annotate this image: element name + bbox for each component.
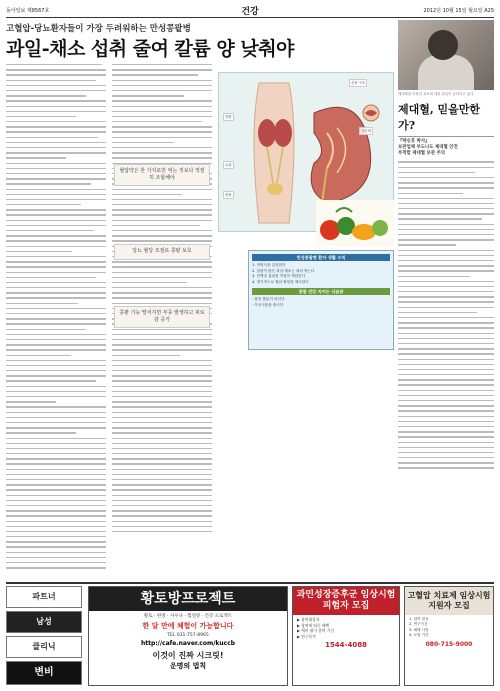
- masthead: 동아일보 제8567호: [6, 8, 50, 14]
- pull-quote-3: 콩팥 기능 떨어지면 부종 발생하고 피로감 증가: [114, 306, 210, 328]
- label-kidney: 콩팥: [225, 115, 232, 119]
- small-ad-4[interactable]: [6, 661, 82, 685]
- ad-hwangto[interactable]: [88, 586, 288, 686]
- photo-figure-body: [418, 55, 474, 90]
- label-ureter: 요관: [225, 163, 232, 167]
- ad-hwangto-phone: TEL 031-757-8965: [167, 633, 209, 638]
- label-structure: 신장 구조: [351, 81, 366, 85]
- ad-hypertension-list: [405, 615, 493, 641]
- article-kicker: 고혈압-당뇨환자들이 가장 두려워하는 만성콩팥병: [6, 24, 191, 34]
- ad-ibs-trial[interactable]: [292, 586, 400, 686]
- ad-hwangto-sub: 황토 · 한방 · 사우나 · 찜질방 · 건강 프로젝트: [143, 614, 233, 619]
- info-item: 4. 정기적으로 혈압·혈당을 체크한다: [252, 279, 309, 284]
- ad-ibs-item: ▶ 연구목적: [297, 633, 316, 639]
- info-box: [248, 250, 394, 350]
- ad-hypertension-banner: 고혈압 치료제 임상시험 지원자 모집: [405, 587, 493, 615]
- sidebar-article: [398, 20, 494, 576]
- article-headline: 과일-채소 섭취 줄여 칼륨 양 낮춰야: [6, 38, 294, 60]
- small-ad-1[interactable]: [6, 586, 82, 608]
- ad-hwangto-url[interactable]: http://cafe.naver.com/kuccb: [140, 640, 236, 647]
- sidebar-title: 제대혈, 믿을만한가?: [398, 102, 481, 132]
- ad-hypertension-item: 3. 혜택 사항: [409, 627, 429, 632]
- pull-quote-1: 혈압약은 한 가지로만 먹는 것보다 적절히 조합해야: [114, 164, 210, 186]
- vegetables-photo: [316, 200, 394, 246]
- label-glomerulus: 사구체: [361, 129, 371, 133]
- section-title: 건강: [241, 7, 259, 17]
- sidebar-photo: [398, 20, 494, 90]
- ad-hypertension-trial[interactable]: [404, 586, 494, 686]
- ad-hypertension-item: 4. 모집 기간: [409, 633, 429, 638]
- small-ad-2[interactable]: [6, 611, 82, 633]
- sidebar-body: [398, 161, 494, 481]
- info-item: · 가공식품을 줄인다: [252, 302, 284, 307]
- small-ad-label: 클리닉: [32, 642, 56, 651]
- info-item: 2. 칼륨이 많은 과일·채소는 데쳐 먹는다: [252, 268, 315, 273]
- ad-ibs-item: ▶ 참여에 따른 혜택: [297, 622, 330, 628]
- small-ad-3[interactable]: [6, 636, 82, 658]
- ad-hypertension-item: 1. 참여 대상: [409, 617, 429, 621]
- sidebar-qa: [398, 136, 494, 158]
- vegetables-graphic: [316, 200, 394, 246]
- small-ad-label: 파트너: [32, 592, 56, 601]
- ad-hypertension-phone: 080-715-9000: [425, 640, 473, 648]
- ad-hwangto-banner: 황토방프로젝트: [89, 587, 287, 611]
- ad-hwangto-slogan: 이것이 진짜 시크릿!: [152, 651, 224, 660]
- photo-figure-head: [428, 30, 458, 60]
- issue-date: 2012년 10월 15일 월요일 A25: [423, 8, 495, 14]
- pull-quote-2: 당뇨 혈당 조절로 콩팥 보호: [114, 244, 210, 260]
- photo-caption: 제대혈을 이용한 치료에 대한 관심이 높아지고 있다.: [398, 92, 475, 96]
- info-box-title-2: 콩팥 건강 지키는 식습관: [252, 288, 390, 295]
- label-bladder: 방광: [225, 193, 232, 197]
- ad-ibs-item: ▶ 참여대상자: [297, 617, 320, 622]
- qa-author: 『박승호 박사』: [398, 138, 430, 144]
- ad-hwangto-highlight: 한 달 만에 체험이 가능합니다: [142, 622, 234, 630]
- page-header: [6, 4, 494, 18]
- qa-line: 부적합 제대혈 보관 주의: [398, 151, 446, 157]
- ad-hypertension-item: 2. 연구기간: [409, 622, 428, 627]
- ad-ibs-phone: 1544-4088: [325, 641, 367, 650]
- body-column-1: [6, 64, 106, 576]
- ad-ibs-banner: 과민성장증후군 임상시험 피험자 모집: [293, 587, 399, 615]
- info-item: 1. 저염식을 실천한다: [252, 263, 286, 268]
- ad-hwangto-law: 운명의 법칙: [169, 662, 207, 670]
- small-ad-label: 변비: [34, 667, 54, 678]
- ads-section: [6, 582, 494, 686]
- ad-ibs-item: ▶ 예비 평가 참여 기간: [297, 628, 335, 634]
- info-item: · 물을 충분히 마신다: [252, 297, 285, 302]
- qa-line: 보관업체 부도나도 제대혈 안전: [398, 145, 458, 150]
- info-item: 3. 단백질 섭취를 적절히 제한한다: [252, 274, 306, 279]
- ad-ibs-list: [293, 615, 399, 641]
- info-box-title: 만성콩팥병 환자 생활 수칙: [252, 254, 390, 261]
- small-ad-label: 남성: [36, 617, 52, 626]
